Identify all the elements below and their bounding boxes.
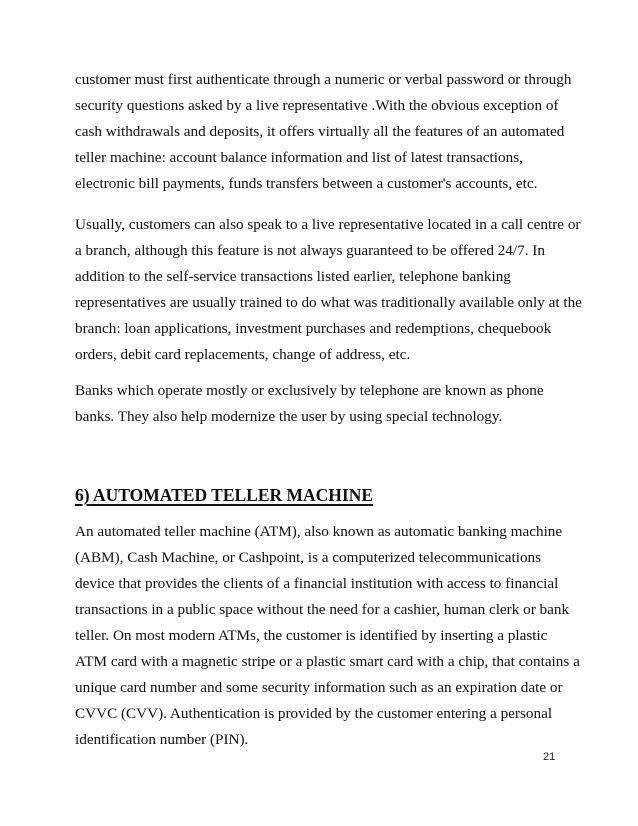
text-line: addition to the self-service transactions listed earlier, telephone banking [75, 268, 511, 285]
text-line: device that provides the clients of a financial institution with access to financial [75, 575, 559, 592]
text-line: branch: loan applications, investment purchases and redemptions, chequebook [75, 320, 552, 337]
text-line: electronic bill payments, funds transfers between a customer's accounts, etc. [75, 175, 538, 192]
text-line: customer must first authenticate through a numeric or verbal password or through [75, 71, 572, 88]
text-line: representatives are usually trained to do what was traditionally available only at the [75, 294, 582, 311]
paragraph-live-representative [75, 212, 582, 368]
paragraph-phone-banks [75, 378, 575, 430]
text-line: teller. On most modern ATMs, the customer is identified by inserting a plastic [75, 627, 548, 644]
text-line: Banks which operate mostly or exclusively by telephone are known as phone [75, 382, 544, 399]
text-line: An automated teller machine (ATM), also known as automatic banking machine [75, 523, 563, 540]
text-line: orders, debit card replacements, change of address, etc. [75, 346, 411, 363]
text-line: a branch, although this feature is not always guaranteed to be offered 24/7. In [75, 242, 545, 259]
text-line: ATM card with a magnetic stripe or a plastic smart card with a chip, that contains a [75, 653, 580, 670]
text-line: security questions asked by a live representative .With the obvious exception of [75, 97, 559, 114]
paragraph-phone-banking-features [75, 67, 575, 197]
section-number: 6) [75, 485, 90, 505]
section-title: AUTOMATED TELLER MACHINE [93, 485, 374, 505]
text-line: teller machine: account balance information and list of latest transactions, [75, 149, 523, 166]
page-number: 21 [543, 751, 556, 763]
text-line: banks. They also help modernize the user by using special technology. [75, 408, 503, 425]
text-line: transactions in a public space without the need for a cashier, human clerk or bank [75, 601, 570, 618]
text-line: cash withdrawals and deposits, it offers virtually all the features of an automated [75, 123, 565, 140]
paragraph-atm-definition [75, 519, 580, 753]
text-line: unique card number and some security information such as an expiration date or [75, 679, 563, 696]
text-line: (ABM), Cash Machine, or Cashpoint, is a computerized telecommunications [75, 549, 542, 566]
text-line: identification number (PIN). [75, 731, 249, 748]
section-heading [75, 483, 373, 507]
text-line: Usually, customers can also speak to a live representative located in a call centre or [75, 216, 581, 233]
text-line: CVVC (CVV). Authentication is provided by the customer entering a personal [75, 705, 553, 722]
